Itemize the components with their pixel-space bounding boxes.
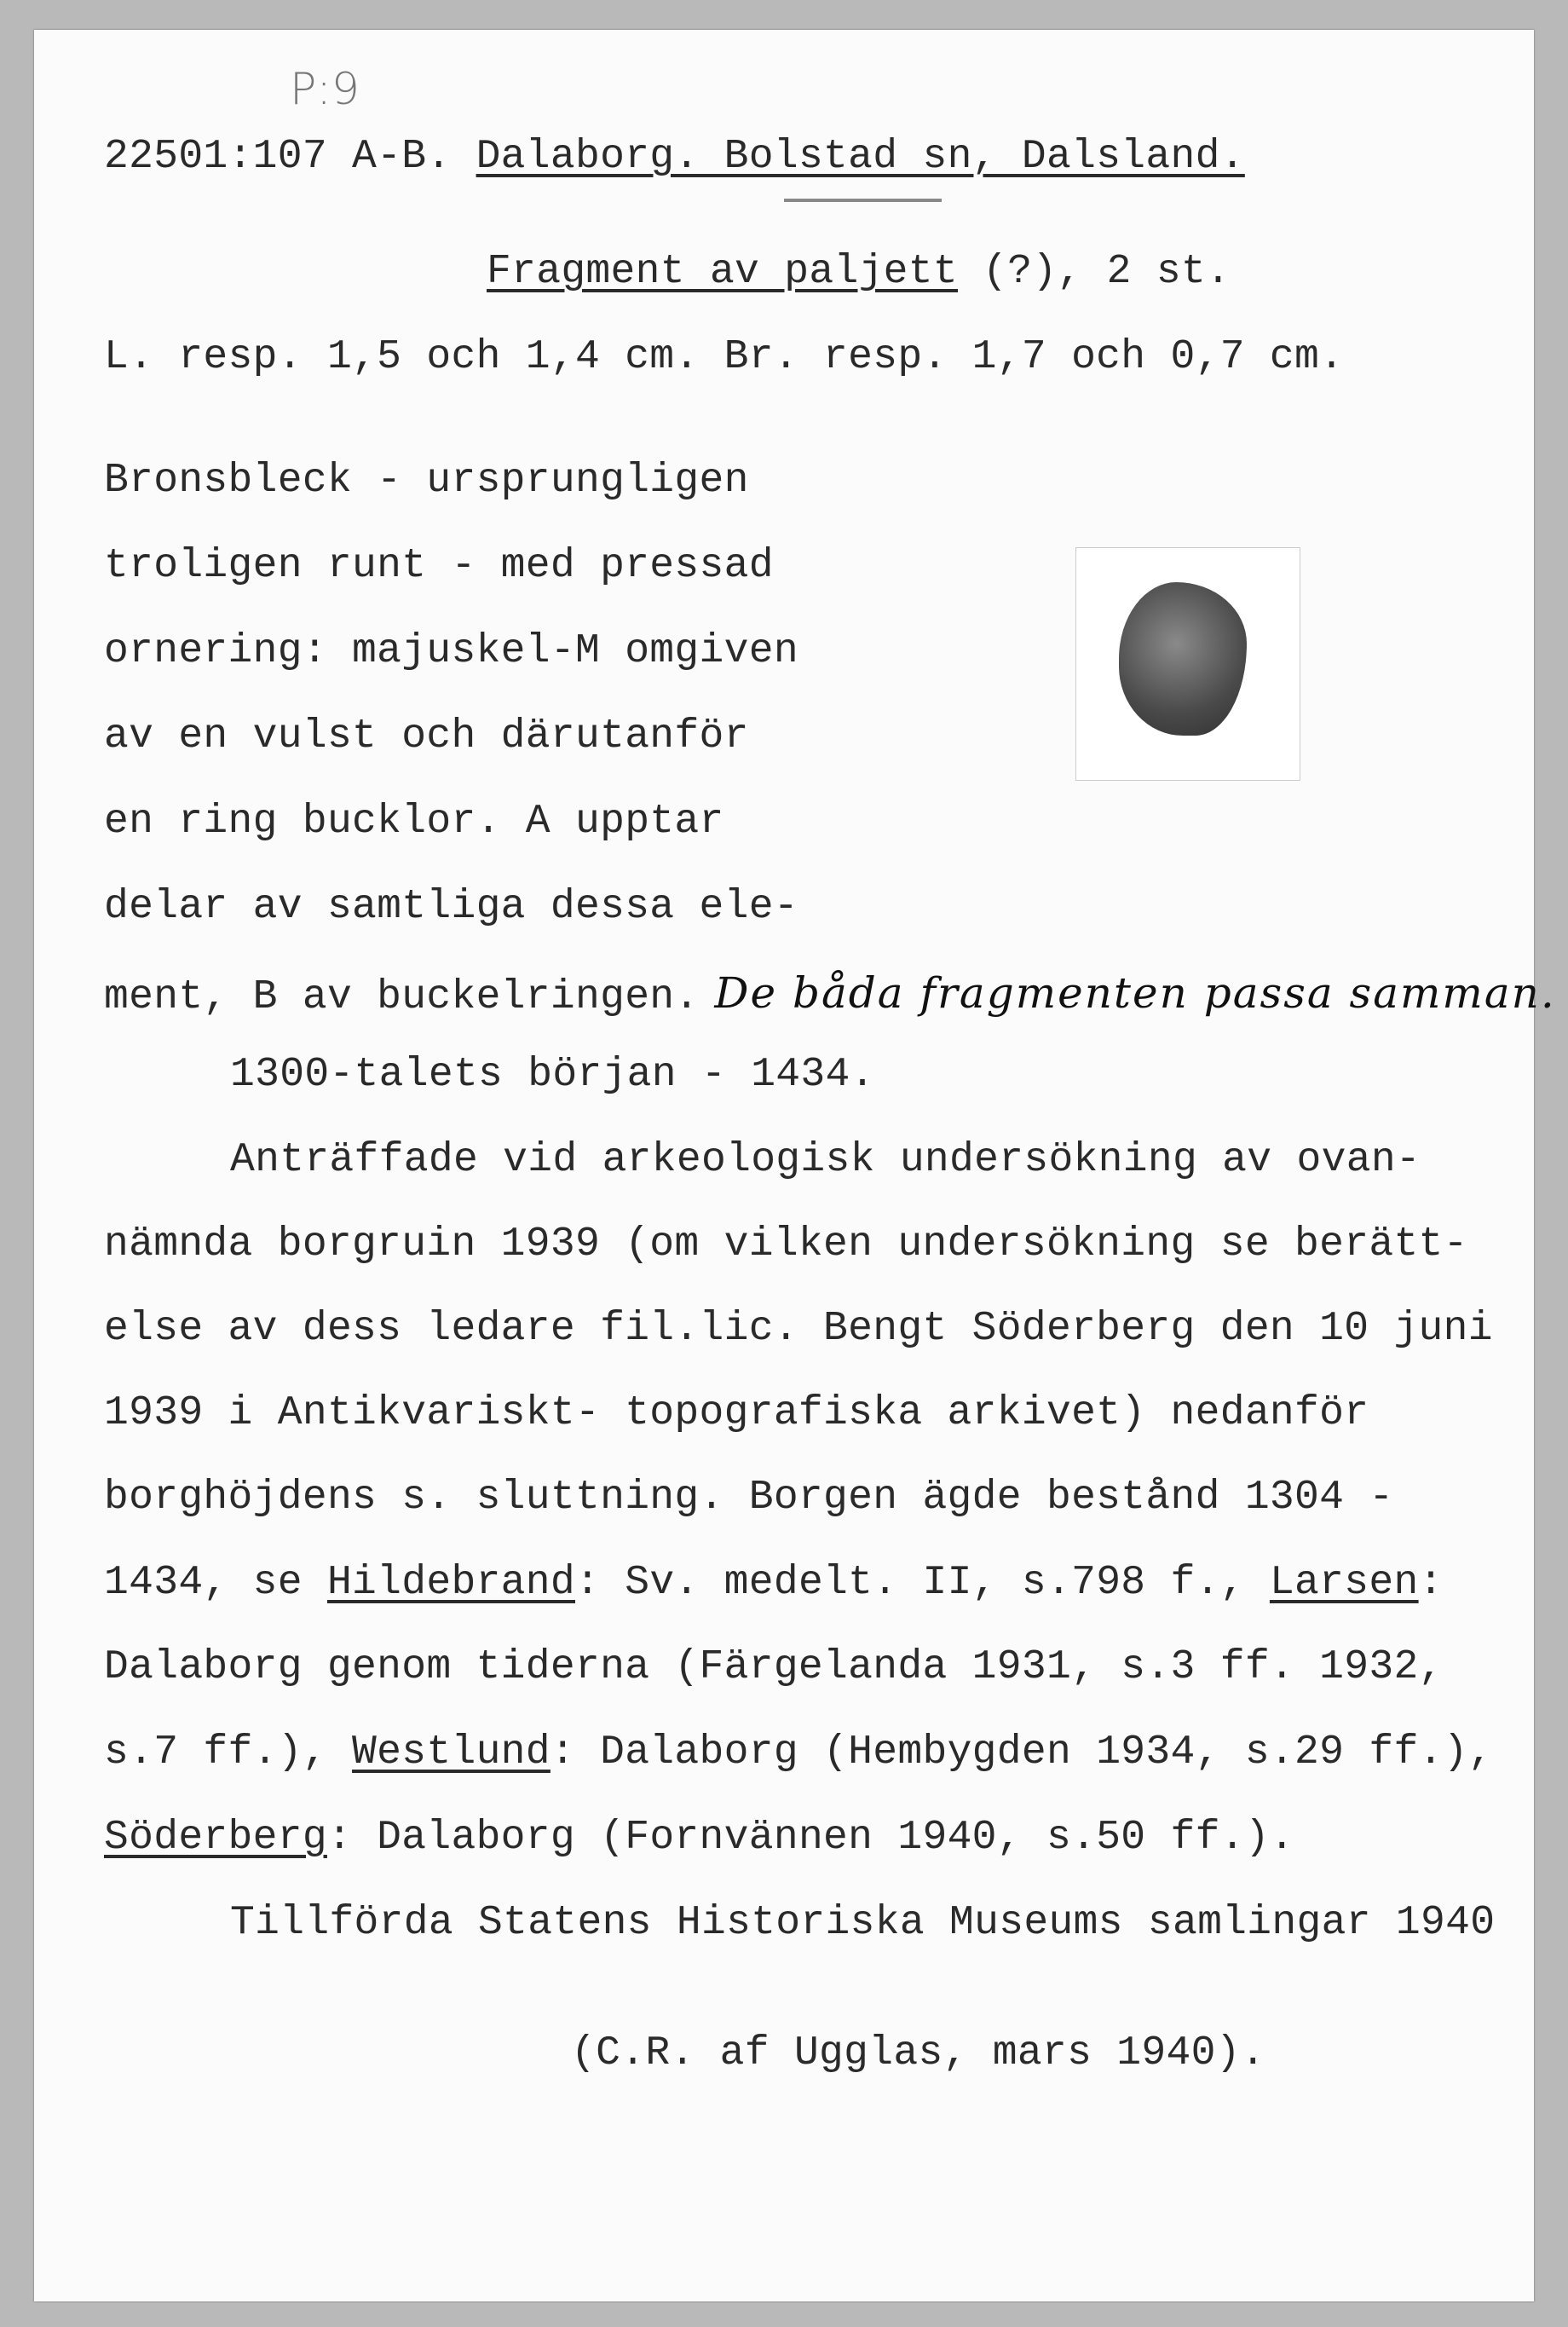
artifact-photo	[1075, 547, 1300, 781]
catalog-card	[34, 30, 1556, 2301]
text-line	[104, 458, 749, 504]
typed-text: (C.R. af Ugglas, mars 1940).	[571, 2030, 1265, 2076]
typed-text: : Dalaborg (Hembygden 1934, s.29 ff.),	[550, 1729, 1493, 1776]
typed-text: Dalaborg genom tiderna (Färgelanda 1931, s.3 ff. 1932,	[104, 1644, 1444, 1690]
text-line	[230, 1900, 1496, 1946]
text-line	[104, 799, 724, 845]
typed-text: : Sv. medelt. II, s.798 f.,	[575, 1560, 1270, 1606]
text-line	[104, 334, 1345, 380]
pencil-mark: P:9	[290, 64, 360, 115]
text-line	[104, 1644, 1444, 1690]
text-line	[104, 1390, 1369, 1436]
text-line	[104, 884, 798, 930]
text-line	[104, 543, 774, 589]
underlined-text: Hildebrand	[326, 1560, 575, 1606]
typed-text: :	[1418, 1560, 1444, 1606]
typed-text: delar av samtliga dessa ele-	[104, 884, 798, 930]
typed-text: 1939 i Antikvariskt- topografiska arkivet) nedanför	[104, 1390, 1369, 1436]
underlined-text: Söderberg	[104, 1815, 327, 1861]
typed-text: (?), 2 st.	[958, 249, 1231, 295]
typed-text: 1300-talets början - 1434.	[230, 1052, 875, 1098]
typed-text: en ring bucklor. A upptar	[104, 799, 724, 845]
text-line	[104, 1306, 1493, 1352]
typed-text: nämnda borgruin 1939 (om vilken undersökning se berätt-	[104, 1221, 1468, 1267]
text-line	[104, 628, 798, 674]
text-line	[104, 134, 1245, 180]
text-line	[104, 1729, 1493, 1776]
text-line	[104, 1221, 1468, 1267]
sequin-fragment-image	[1119, 582, 1247, 736]
typed-text: s.7 ff.),	[104, 1729, 353, 1776]
handwritten-note: De båda fragmenten passa samman.	[699, 968, 1556, 1018]
text-line	[230, 1052, 875, 1098]
typed-text: Anträffade vid arkeologisk undersökning av ovan-	[230, 1137, 1421, 1183]
text-line	[104, 968, 1556, 1020]
text-line	[104, 713, 749, 759]
text-line	[104, 1815, 1295, 1861]
typed-text: ment, B av buckelringen.	[104, 974, 700, 1020]
typed-text: else av dess ledare fil.lic. Bengt Söderberg den 10 juni	[104, 1306, 1493, 1352]
underlined-text: Westlund	[352, 1729, 551, 1776]
typed-text: Tillförda Statens Historiska Museums samlingar 1940	[230, 1900, 1496, 1946]
underlined-text: Fragment av paljett	[487, 249, 958, 295]
text-line	[104, 1560, 1444, 1606]
typed-text: borghöjdens s. sluttning. Borgen ägde bestånd 1304 -	[104, 1475, 1394, 1521]
text-line	[487, 249, 1231, 295]
typed-text: 1434, se	[104, 1560, 327, 1606]
typed-text: ornering: majuskel-M omgiven	[104, 628, 798, 674]
underlined-text: Dalaborg. Bolstad sn, Dalsland.	[476, 134, 1245, 180]
text-line	[230, 1137, 1421, 1183]
typed-text: : Dalaborg (Fornvännen 1940, s.50 ff.).	[326, 1815, 1295, 1861]
text-line	[104, 1475, 1394, 1521]
typed-text: troligen runt - med pressad	[104, 543, 774, 589]
underlined-text: Larsen	[1269, 1560, 1419, 1606]
text-line	[571, 2030, 1265, 2076]
typed-text: L. resp. 1,5 och 1,4 cm. Br. resp. 1,7 och 0,7 cm.	[104, 334, 1345, 380]
typed-text: Bronsbleck - ursprungligen	[104, 458, 749, 504]
typed-text: av en vulst och därutanför	[104, 713, 749, 759]
typed-text: 22501:107 A-B.	[104, 134, 476, 180]
pencil-dash	[784, 199, 942, 202]
